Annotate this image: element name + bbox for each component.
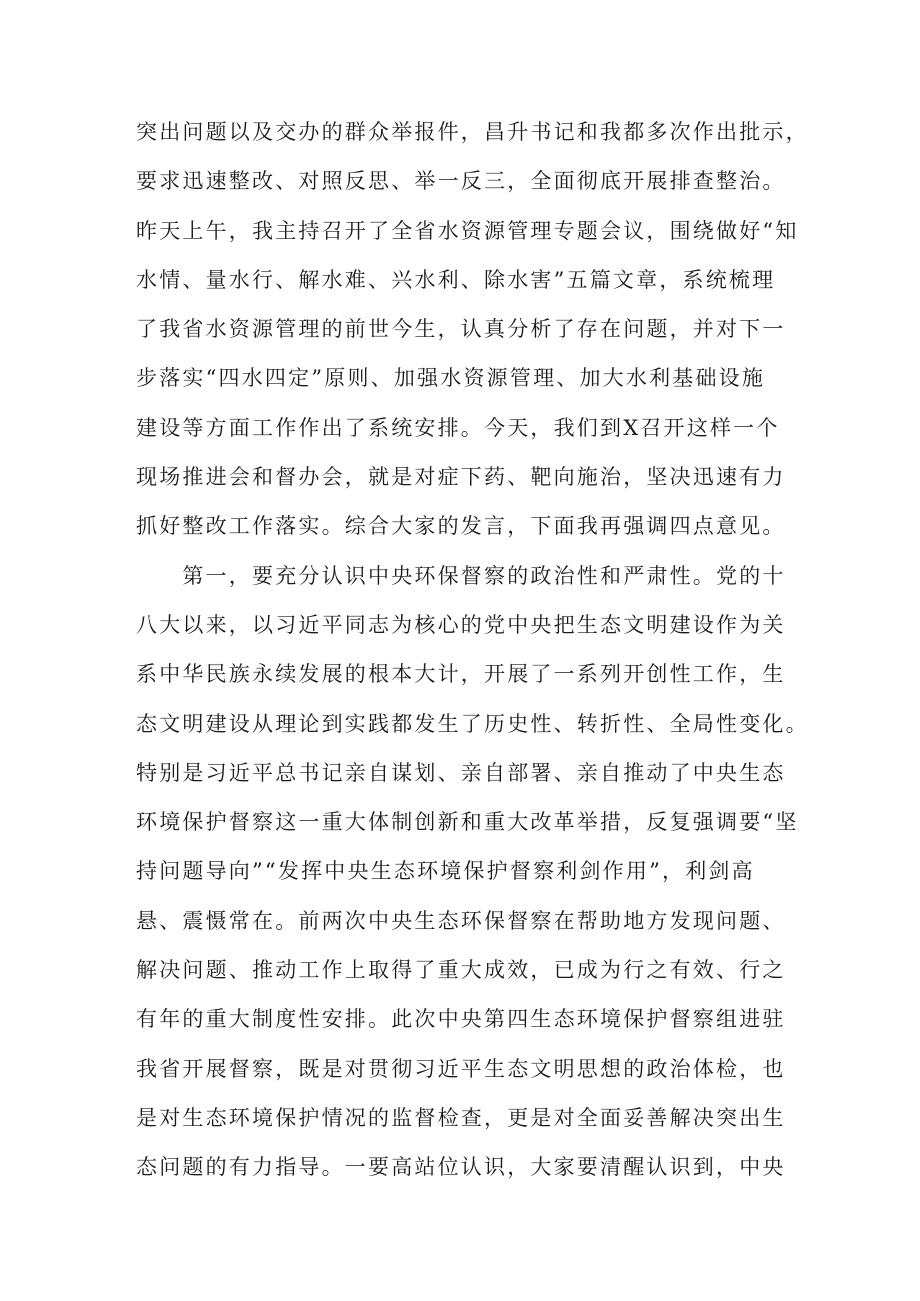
text-line: 昨天上午，我主持召开了全省水资源管理专题会议，围绕做好“知 bbox=[136, 218, 799, 243]
text-line: 系中华民族永续发展的根本大计，开展了一系列开创性工作，生 bbox=[136, 662, 786, 687]
text-line: 特别是习近平总书记亲自谋划、亲自部署、亲自推动了中央生态 bbox=[136, 760, 786, 785]
text-line: 我省开展督察，既是对贯彻习近平生态文明思想的政治体检，也 bbox=[136, 1056, 786, 1081]
text-line: 现场推进会和督办会，就是对症下药、靶向施治，坚决迅速有力 bbox=[136, 465, 786, 490]
text-line: 抓好整改工作落实。综合大家的发言，下面我再强调四点意见。 bbox=[136, 514, 786, 539]
text-line: 环境保护督察这一重大体制创新和重大改革举措，反复强调要“坚 bbox=[136, 810, 799, 835]
text-line: 建设等方面工作作出了系统安排。今天，我们到X召开这样一个 bbox=[136, 415, 780, 440]
text-line: 要求迅速整改、对照反思、举一反三，全面彻底开展排查整治。 bbox=[136, 169, 786, 194]
text-line: 态问题的有力指导。一要高站位认识，大家要清醒认识到，中央 bbox=[136, 1155, 786, 1180]
text-line: 持问题导向”“发挥中央生态环境保护督察利剑作用”，利剑高 bbox=[136, 859, 755, 884]
text-line: 有年的重大制度性安排。此次中央第四生态环境保护督察组进驻 bbox=[136, 1007, 786, 1032]
text-line: 是对生态环境保护情况的监督检查，更是对全面妥善解决突出生 bbox=[136, 1105, 786, 1130]
text-line: 解决问题、推动工作上取得了重大成效，已成为行之有效、行之 bbox=[136, 958, 786, 983]
document-body bbox=[136, 108, 809, 1193]
text-line: 八大以来，以习近平同志为核心的党中央把生态文明建设作为关 bbox=[136, 612, 786, 637]
text-line: 了我省水资源管理的前世今生，认真分析了存在问题，并对下一 bbox=[136, 317, 786, 342]
text-line: 第一，要充分认识中央环保督察的政治性和严肃性。党的十 bbox=[136, 563, 786, 588]
text-line: 水情、量水行、解水难、兴水利、除水害”五篇文章，系统梳理 bbox=[136, 267, 776, 292]
text-line: 态文明建设从理论到实践都发生了历史性、转折性、全局性变化。 bbox=[136, 711, 809, 736]
text-line: 悬、震慑常在。前两次中央生态环保督察在帮助地方发现问题、 bbox=[136, 908, 786, 933]
text-line: 突出问题以及交办的群众举报件，昌升书记和我都多次作出批示， bbox=[136, 120, 809, 144]
text-line: 步落实“四水四定”原则、加强水资源管理、加大水利基础设施 bbox=[136, 366, 766, 391]
